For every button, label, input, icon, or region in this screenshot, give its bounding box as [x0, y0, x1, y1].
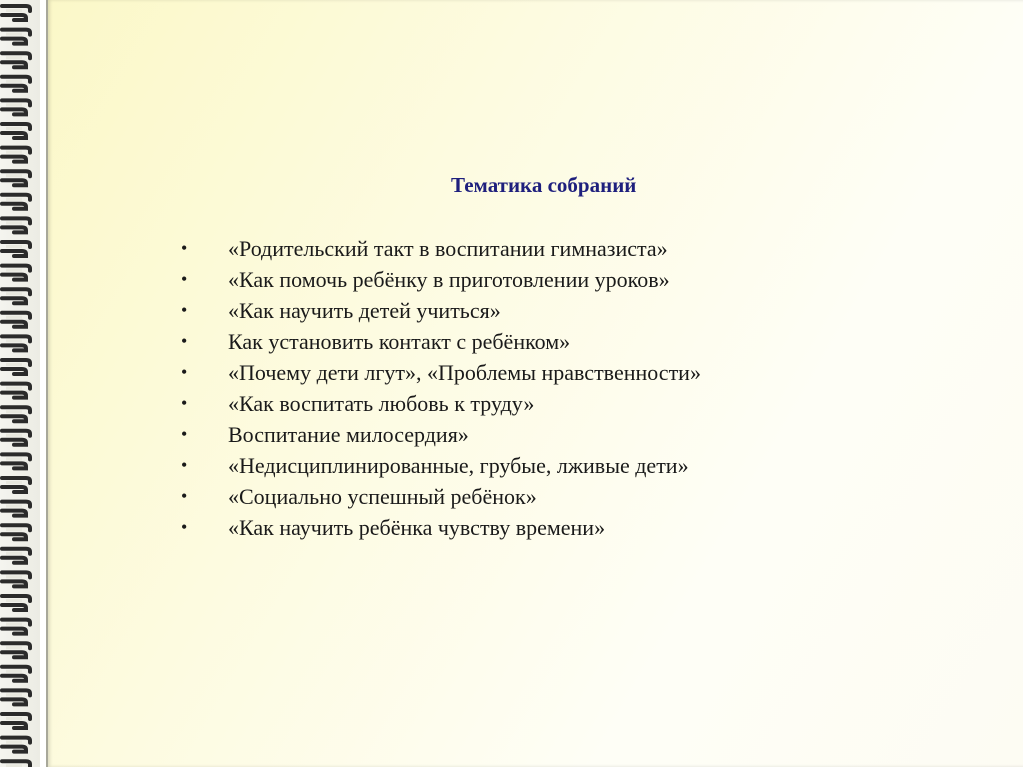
topic-text: «Недисциплинированные, грубые, лживые дети»	[228, 453, 689, 478]
bullet-icon: •	[181, 362, 188, 382]
spiral-ring-icon	[2, 360, 30, 374]
spiral-ring-icon	[2, 596, 30, 610]
spiral-ring-icon	[2, 738, 30, 752]
spiral-ring-icon	[2, 643, 30, 657]
bullet-icon: •	[181, 517, 188, 537]
spiral-ring-icon	[2, 6, 30, 20]
slide-title: Тематика собраний	[451, 173, 637, 197]
topic-text: «Как воспитать любовь к труду»	[228, 391, 535, 416]
topic-text: «Как научить детей учиться»	[228, 298, 501, 323]
spiral-ring-icon	[2, 384, 30, 398]
spiral-ring-icon	[2, 572, 30, 586]
topic-text: «Почему дети лгут», «Проблемы нравственности»	[228, 360, 701, 385]
spiral-ring-icon	[2, 289, 30, 303]
spiral-ring-icon	[2, 336, 30, 350]
spiral-ring-icon	[2, 171, 30, 185]
bullet-icon: •	[181, 269, 188, 289]
spiral-ring-icon	[2, 714, 30, 728]
spiral-ring-icon	[2, 502, 30, 516]
spiral-ring-icon	[2, 218, 30, 232]
spiral-ring-icon	[2, 407, 30, 421]
spiral-ring-icon	[2, 53, 30, 67]
topic-text: «Родительский такт в воспитании гимназиста»	[228, 236, 668, 261]
spiral-ring-icon	[2, 454, 30, 468]
spiral-ring-icon	[2, 124, 30, 138]
topic-text: «Как помочь ребёнку в приготовлении уроков»	[228, 267, 670, 292]
spiral-ring-icon	[2, 266, 30, 280]
spiral-ring-icon	[2, 478, 30, 492]
bullet-icon: •	[181, 300, 188, 320]
bullet-icon: •	[181, 486, 188, 506]
spiral-binding-icon	[0, 0, 40, 767]
spiral-ring-icon	[2, 195, 30, 209]
spiral-ring-icon	[2, 761, 30, 767]
spiral-ring-icon	[2, 690, 30, 704]
topic-text: Как установить контакт с ребёнком»	[228, 329, 571, 354]
spiral-ring-icon	[2, 620, 30, 634]
topic-text: Воспитание милосердия»	[228, 422, 469, 447]
spiral-ring-icon	[2, 100, 30, 114]
spiral-ring-icon	[2, 77, 30, 91]
spiral-ring-icon	[2, 431, 30, 445]
bullet-icon: •	[181, 238, 188, 258]
notebook-page	[46, 0, 1023, 767]
topic-text: «Как научить ребёнка чувству времени»	[228, 515, 606, 540]
spiral-ring-icon	[2, 313, 30, 327]
spiral-ring-icon	[2, 525, 30, 539]
bullet-icon: •	[181, 331, 188, 351]
spiral-ring-icon	[2, 148, 30, 162]
bullet-icon: •	[181, 455, 188, 475]
bullet-icon: •	[181, 424, 188, 444]
bullet-icon: •	[181, 393, 188, 413]
notebook-spine	[0, 0, 40, 767]
spiral-ring-icon	[2, 549, 30, 563]
spiral-ring-icon	[2, 30, 30, 44]
spiral-ring-icon	[2, 667, 30, 681]
topic-text: «Социально успешный ребёнок»	[228, 484, 537, 509]
spiral-ring-icon	[2, 242, 30, 256]
